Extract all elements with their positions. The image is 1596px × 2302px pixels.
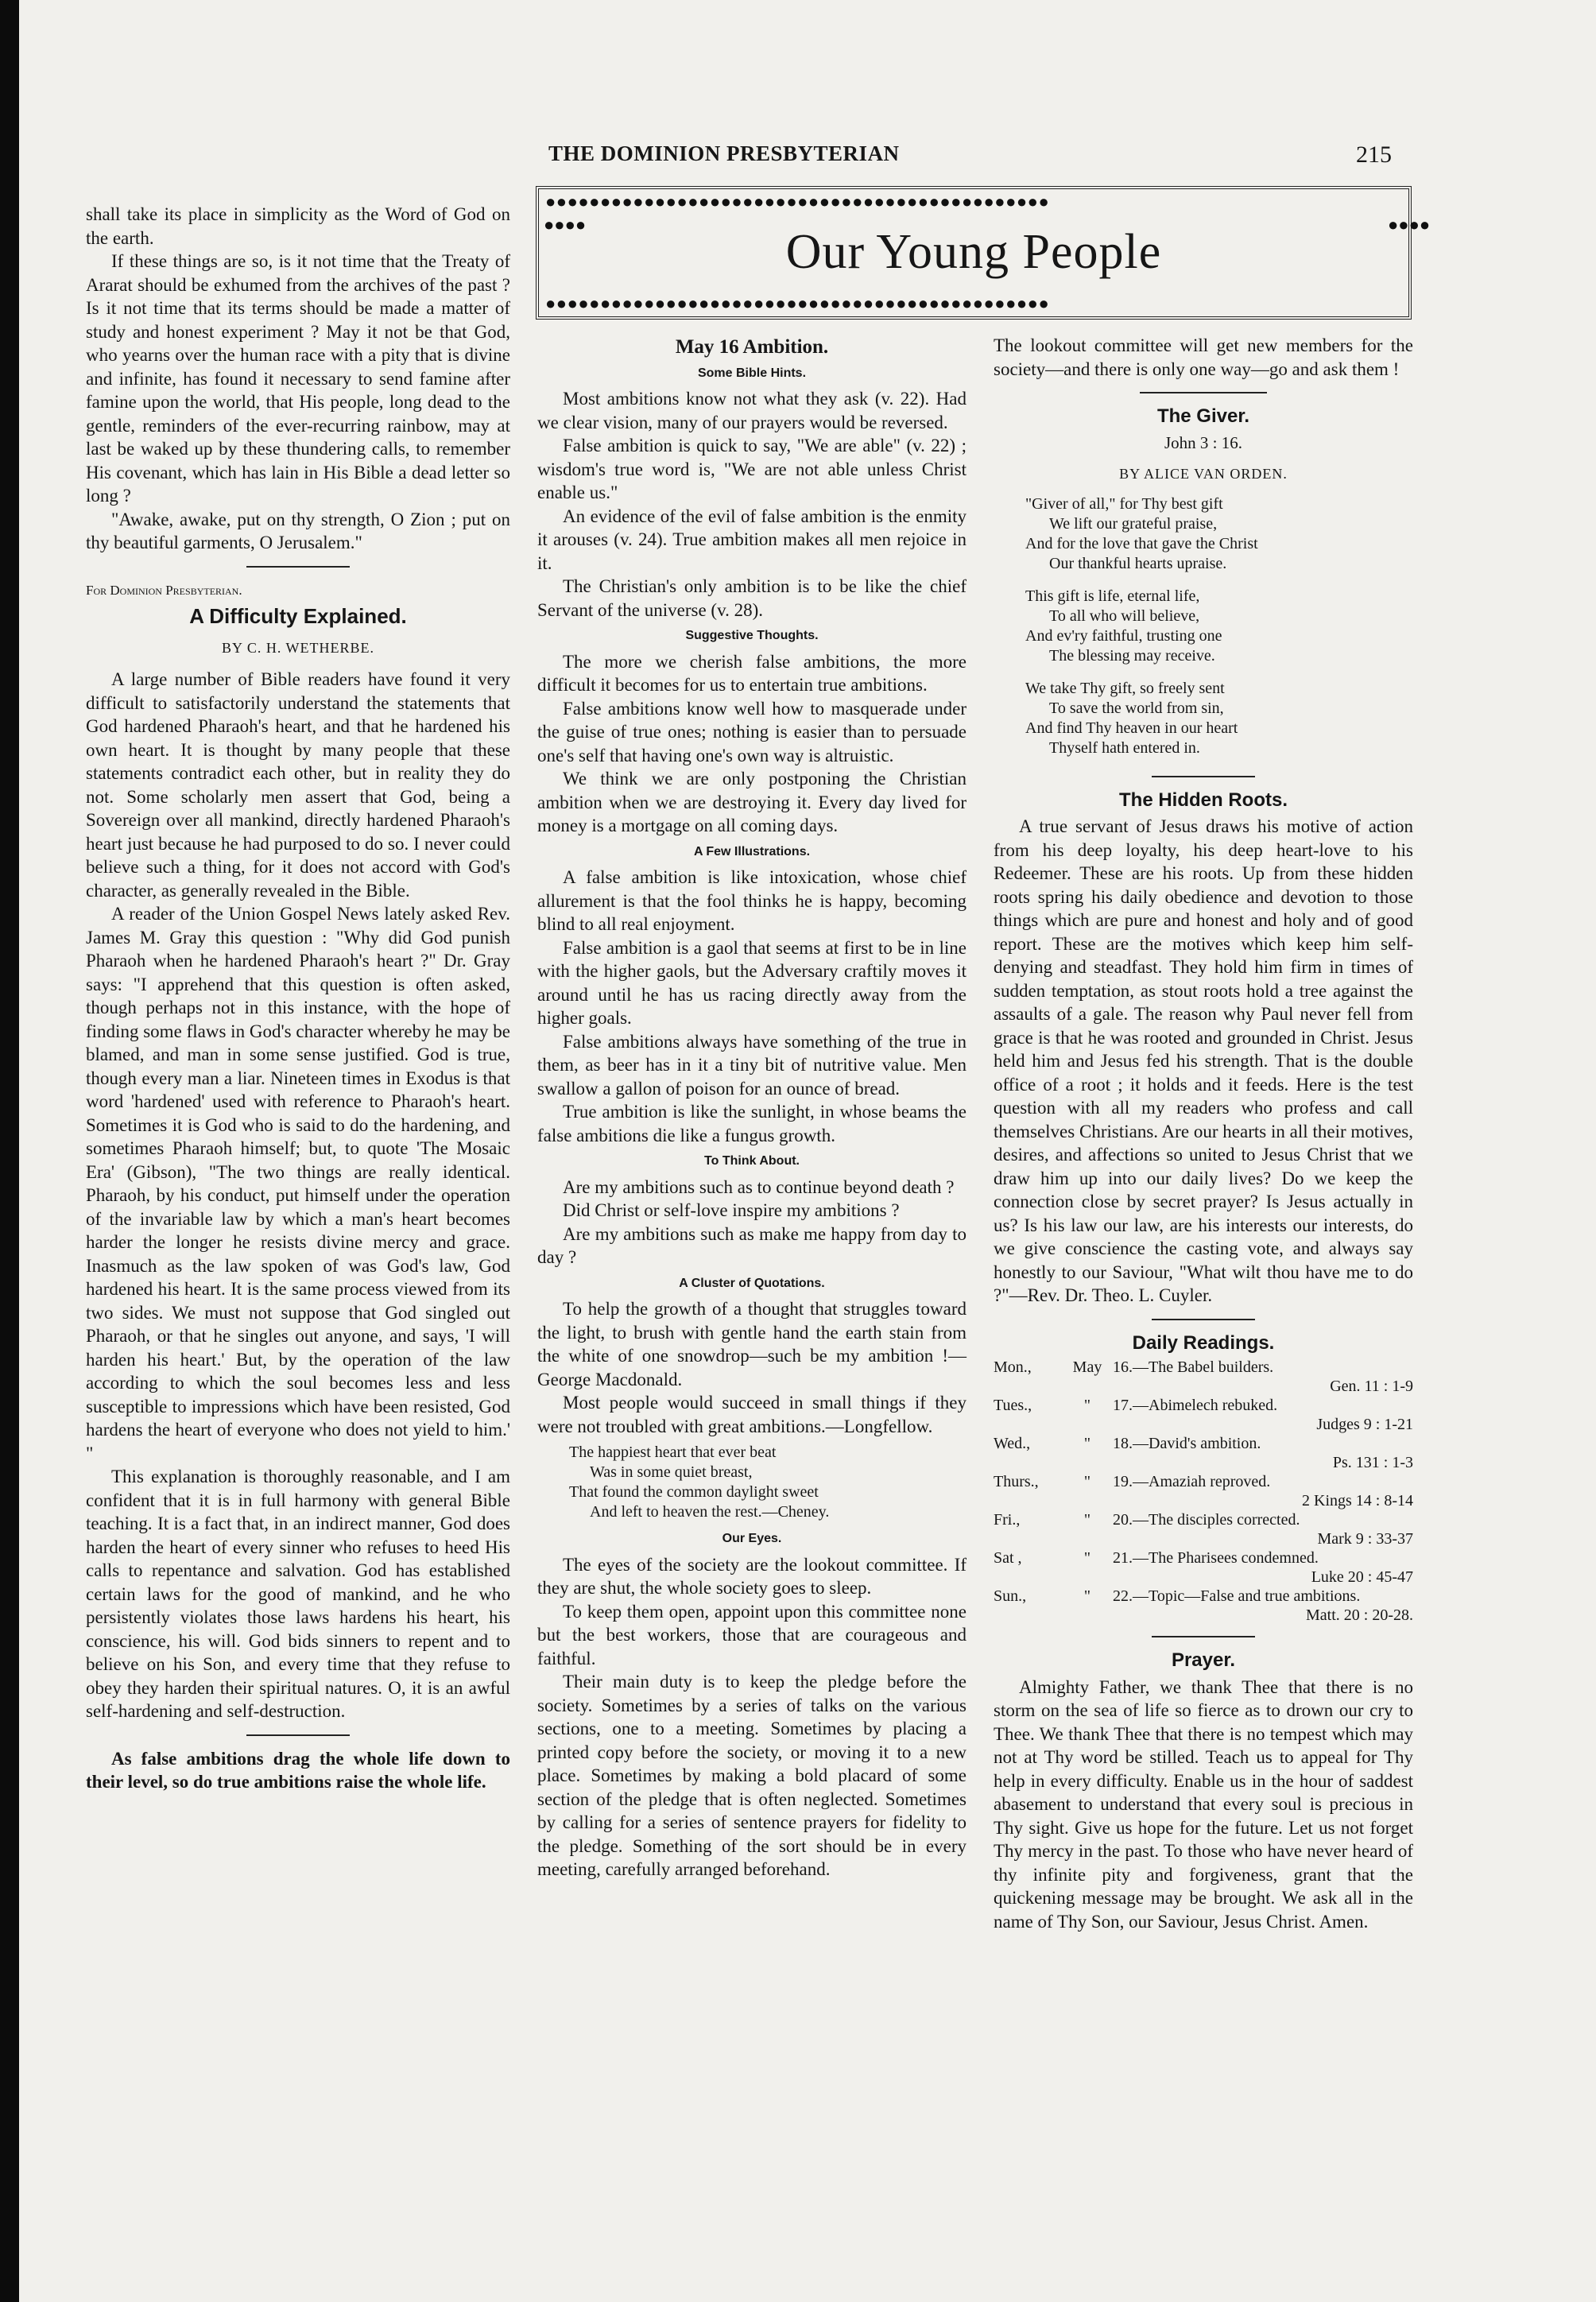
prayer-title: Prayer. xyxy=(1171,1649,1236,1671)
poem-line: We lift our grateful praise, xyxy=(1049,514,1218,533)
reading-ref: Gen. 11 : 1-9 xyxy=(1330,1378,1413,1395)
reading-ref: Ps. 131 : 1-3 xyxy=(1332,1454,1413,1471)
article-title: The Hidden Roots. xyxy=(1119,789,1288,811)
banner-ornament-right: ●●●● xyxy=(1388,215,1431,234)
poem-line: Thyself hath entered in. xyxy=(1049,738,1200,757)
poem xyxy=(1025,494,1413,758)
reading-row xyxy=(994,1472,1413,1491)
paragraph: A false ambition is like intoxication, whose chief allurement is that the fool thinks he is happy, becoming blind to all real enjoyment. xyxy=(537,867,967,934)
subheading: To Think About. xyxy=(704,1154,800,1168)
banner-ornament-left: ●●●● xyxy=(544,215,587,234)
paragraph: A reader of the Union Gospel News lately asked Rev. James M. Gray this question : "Why did God punish Pharaoh when he hardened Pharaoh's heart ?" Dr. Gray says: "I apprehend that this question is often asked, though perhaps not in this instance, with the hope of finding some flaws in God's character whereby he may be blamed, and man in some sense justified. God is true, though every man a liar. Nineteen times in Exodus is that word 'hardened' used with reference to Pharaoh's heart. Sometimes it is God who is said to do the hardening, and sometimes Pharaoh himself; but, to quote 'The Mosaic Era' (Gibson), "The two things are really identical. Pharaoh, by his conduct, put himself under the operation of the invariable law by which a man's heart becomes harder the longer he resists divine mercy and grace. Inasmuch as the law spoken of was God's law, God hardened his heart. It is the same process viewed from its two sides. We must not suppose that God singled out Pharaoh, or that he singles out anyone, and says, 'I will harden his heart.' But, by the operation of the law according to which the soul becomes less and less susceptible to impressions which have been resisted, God hardens the heart of everyone who does not yield to him.' " xyxy=(86,904,510,1463)
byline: BY C. H. WETHERBE. xyxy=(222,639,374,656)
divider xyxy=(1152,776,1255,787)
reading-text: 22.—Topic—False and true ambitions. xyxy=(1113,1587,1361,1605)
reading-row xyxy=(994,1587,1413,1606)
paragraph: The lookout committee will get new members for the society—and there is only one way—go and ask them ! xyxy=(994,335,1413,379)
reading-text: 20.—The disciples corrected. xyxy=(1113,1511,1300,1529)
verse xyxy=(569,1443,967,1522)
paragraph: True ambition is like the sunlight, in whose beams the false ambitions die like a fungus growth. xyxy=(537,1102,967,1145)
reading-mark: " xyxy=(1083,1473,1091,1490)
divider xyxy=(1140,392,1267,403)
stanza xyxy=(1025,587,1413,666)
paragraph: The eyes of the society are the lookout committee. If they are shut, the whole society goes to sleep. xyxy=(537,1554,967,1598)
subheading: A Cluster of Quotations. xyxy=(679,1276,825,1290)
reading-mark: " xyxy=(1083,1511,1091,1529)
reading-ref: Mark 9 : 33-37 xyxy=(1317,1530,1413,1548)
paragraph: An evidence of the evil of false ambition is the enmity it arouses (v. 24). True ambition makes all men rejoice in it. xyxy=(537,506,967,573)
poem-line: To save the world from sin, xyxy=(1049,699,1224,717)
verse-line: That found the common daylight sweet xyxy=(569,1483,819,1501)
reading-ref-row xyxy=(994,1415,1413,1434)
stanza xyxy=(1025,679,1413,758)
reading-mark: " xyxy=(1083,1397,1091,1414)
reading-ref-row xyxy=(994,1491,1413,1510)
paragraph: "Awake, awake, put on thy strength, O Zion ; put on thy beautiful garments, O Jerusalem." xyxy=(86,509,510,552)
banner-title: Our Young People xyxy=(785,225,1162,279)
reading-text: 17.—Abimelech rebuked. xyxy=(1113,1397,1278,1414)
paragraph: The Christian's only ambition is to be like the chief Servant of the universe (v. 28). xyxy=(537,576,967,620)
scripture-ref: John 3 : 16. xyxy=(1164,432,1242,452)
paragraph: A large number of Bible readers have found it very difficult to satisfactorily understand the statements that God hardened Pharaoh's heart, and that he hardened his own heart. It is thought by many people that these statements contradict each other, but in reality they do not. Some scholarly men assert that God, being a Sovereign over all mankind, directly hardened Pharaoh's heart just because he had purposed to do so. I never could believe such a thing, for it does not accord with God's character, as generally revealed in the Bible. xyxy=(86,669,510,901)
subheading: Our Eyes. xyxy=(722,1532,782,1545)
paragraph: Almighty Father, we thank Thee that there is no storm on the sea of life so fierce as to drown our cry to Thee. We thank Thee that there is no tempest which may not at Thy word be stilled. Teach us to appeal for Thy help in every difficulty. Enable us in the hour of saddest abasement to understand that every soul is precious in Thy sight. Give us hope for the future. Let us not forget Thy mercy in the past. To those who have never heard of thy infinite pity and forgiveness, grant that the quickening message may be brought. We ask all in the name of Thy Son, our Saviour, Jesus Christ. Amen. xyxy=(994,1676,1413,1932)
reading-text: 18.—David's ambition. xyxy=(1113,1435,1261,1452)
column-left xyxy=(86,203,510,1794)
subheading: Suggestive Thoughts. xyxy=(685,629,819,642)
reading-row xyxy=(994,1510,1413,1529)
reading-mark: " xyxy=(1083,1587,1091,1605)
reading-text: 16.—The Babel builders. xyxy=(1113,1358,1274,1376)
section-banner xyxy=(536,186,1431,320)
poem-line: And find Thy heaven in our heart xyxy=(1025,719,1238,737)
paragraph: Most people would succeed in small things if they were not troubled with great ambitions.—Longfellow. xyxy=(537,1393,967,1436)
paragraph: Are my ambitions such as make me happy from day to day ? xyxy=(537,1223,967,1267)
reading-day: Mon., xyxy=(994,1358,1032,1376)
verse-line: The happiest heart that ever beat xyxy=(569,1444,777,1461)
divider xyxy=(246,566,350,577)
reading-ref: 2 Kings 14 : 8-14 xyxy=(1302,1492,1413,1509)
reading-day: Sat , xyxy=(994,1549,1022,1567)
verse-line: And left to heaven the rest.—Cheney. xyxy=(590,1503,830,1521)
reading-row xyxy=(994,1358,1413,1377)
verse-line: Was in some quiet breast, xyxy=(590,1463,753,1481)
paragraph: False ambition is quick to say, "We are able" (v. 22) ; wisdom's true word is, "We are not able unless Christ enable us." xyxy=(537,436,967,502)
poem-line: Our thankful hearts upraise. xyxy=(1049,554,1227,572)
reading-day: Wed., xyxy=(994,1435,1031,1452)
topic-title: May 16 Ambition. xyxy=(675,336,829,358)
reading-ref-row xyxy=(994,1377,1413,1396)
poem-line: To all who will believe, xyxy=(1049,607,1200,625)
divider xyxy=(246,1734,350,1746)
reading-text: 19.—Amaziah reproved. xyxy=(1113,1473,1271,1490)
paragraph: Did Christ or self-love inspire my ambitions ? xyxy=(563,1200,900,1220)
paragraph: False ambitions always have something of the true in them, as beer has in it a tiny bit of nutritive value. Men swallow a gallon of poison for an ounce of bread. xyxy=(537,1031,967,1099)
reading-row xyxy=(994,1396,1413,1415)
poem-line: This gift is life, eternal life, xyxy=(1025,587,1200,605)
column-middle xyxy=(537,334,967,1882)
poem-line: The blessing may receive. xyxy=(1049,646,1215,665)
reading-day: Tues., xyxy=(994,1397,1032,1414)
poem-line: "Giver of all," for Thy best gift xyxy=(1025,494,1223,513)
paragraph: The more we cherish false ambitions, the more difficult it becomes for us to entertain true ambitions. xyxy=(537,651,967,695)
reading-ref-row xyxy=(994,1453,1413,1472)
poem-line: And for the love that gave the Christ xyxy=(1025,534,1258,552)
running-head: THE DOMINION PRESBYTERIAN xyxy=(548,141,900,165)
reading-day: Fri., xyxy=(994,1511,1021,1529)
paragraph: If these things are so, is it not time that the Treaty of Ararat should be exhumed from the archives of the past ? Is it not time that its terms should be made a matter of study and honest experiment ? May it not be that God, who yearns over the human race with a pity that is divine and infinite, has found it necessary to send famine after famine upon the world, that His people, long dead to the gentle, reminders of the ever-recurring rainbow, may at last be waked up by these thundering calls, to remember His covenant, which has lain in His Bible a dead letter so long ? xyxy=(86,251,510,506)
divider xyxy=(1152,1319,1255,1330)
reading-ref-row xyxy=(994,1529,1413,1548)
scan-gutter xyxy=(0,0,19,2302)
subheading: Some Bible Hints. xyxy=(697,366,807,380)
reading-ref-row xyxy=(994,1568,1413,1587)
paragraph: False ambition is a gaol that seems at first to be in line with the higher gaols, but the Adversary craftily moves it around until he has us racing directly away from the higher goals. xyxy=(537,937,967,1028)
reading-mark: May xyxy=(1072,1358,1102,1376)
paragraph: This explanation is thoroughly reasonable, and I am confident that it is in full harmony with general Bible teaching. It is a fact that, in an indirect manner, God does harden the heart of every sinner who refuses to heed His calls to repentance and salvation. God has established certain laws for the good of mankind, and he who persistently violates those laws hardens his heart, his conscience, his will. God bids sinners to repent and to believe on his Son, and every time that they refuse to obey they harden their spiritual natures. O, it is an awful self-hardening and self-destruction. xyxy=(86,1467,510,1721)
poem-line: We take Thy gift, so freely sent xyxy=(1025,679,1225,697)
paragraph: As false ambitions drag the whole life down to their level, so do true ambitions raise the whole life. xyxy=(86,1748,510,1792)
reading-ref: Luke 20 : 45-47 xyxy=(1311,1568,1413,1586)
paragraph: Most ambitions know not what they ask (v. 22). Had we clear vision, many of our prayers would be reversed. xyxy=(537,389,967,432)
article-title: A Difficulty Explained. xyxy=(189,604,407,628)
subheading: A Few Illustrations. xyxy=(693,844,811,858)
paragraph: To keep them open, appoint upon this committee none but the best workers, those that are courageous and faithful. xyxy=(537,1601,967,1668)
stanza xyxy=(1025,494,1413,574)
reading-mark: " xyxy=(1083,1549,1091,1567)
reading-day: Thurs., xyxy=(994,1473,1039,1490)
column-right xyxy=(994,334,1413,1933)
byline: BY ALICE VAN ORDEN. xyxy=(1119,466,1288,482)
poem-title: The Giver. xyxy=(1156,405,1250,427)
banner-ornament-bottom: ●●●●●●●●●●●●●●●●●●●●●●●●●●●●●●●●●●●●●●●●●●●●●● xyxy=(545,296,1050,312)
paragraph: Their main duty is to keep the pledge before the society. Sometimes by a series of talks on the various sections, one to a meeting. Sometimes by placing a printed copy before the society, or moving it to a new place. Sometimes by making a bold placard of some section of the pledge that is often neglected. Sometimes by calling for a series of sentence prayers for fidelity to the pledge. Something of the sort should be in every meeting, carefully arranged beforehand. xyxy=(537,1672,967,1879)
paragraph: A true servant of Jesus draws his motive of action from his deep loyalty, his deep heart-love to his Redeemer. These are his roots. Up from these hidden roots spring his daily obedience and devotion to those things which are pure and honest and holy and of good report. These are the motives which keep him self-denying and steadfast. They hold him firm in times of sudden temptation, as stout roots hold a tree against the assaults of a gale. The reason why Paul never fell from grace is that he was rooted and grounded in Christ. Jesus held him and Jesus fed his strength. That is the double office of a root ; it holds and it feeds. Here is the test question with all my readers who profess and call themselves Christians. Are our hearts in all their motives, desires, and affections so united to Jesus Christ that we draw him up into our daily lives? Do we keep the connection close by secret prayer? Is Jesus actually in us? Is his law our law, are his interests our interests, do we give conscience the casting vote, and always say honestly to our Saviour, "What wilt thou have me to do ?"—Rev. Dr. Theo. L. Cuyler. xyxy=(994,816,1413,1305)
reading-ref: Judges 9 : 1-21 xyxy=(1316,1416,1413,1433)
paragraph: Are my ambitions such as to continue beyond death ? xyxy=(563,1176,955,1197)
reading-day: Sun., xyxy=(994,1587,1027,1605)
paragraph: shall take its place in simplicity as the Word of God on the earth. xyxy=(86,204,510,248)
readings-title: Daily Readings. xyxy=(1132,1331,1275,1354)
reading-ref: Matt. 20 : 20-28. xyxy=(1306,1606,1413,1624)
for-line: For Dominion Presbyterian. xyxy=(86,582,242,598)
poem-line: And ev'ry faithful, trusting one xyxy=(1025,626,1222,645)
paragraph: False ambitions know well how to masquerade under the guise of true ones; nothing is easier than to persuade one's self that having one's own way is altruistic. xyxy=(537,698,967,765)
readings-table xyxy=(994,1358,1413,1625)
page-number: 215 xyxy=(1356,141,1392,168)
paragraph: To help the growth of a thought that struggles toward the light, to brush with gentle hand the earth stain from the white of one snowdrop—such be my ambition !—George Macdonald. xyxy=(537,1299,967,1389)
reading-row xyxy=(994,1434,1413,1453)
reading-text: 21.—The Pharisees condemned. xyxy=(1113,1549,1319,1567)
reading-ref-row xyxy=(994,1606,1413,1625)
banner-ornament-top: ●●●●●●●●●●●●●●●●●●●●●●●●●●●●●●●●●●●●●●●●●●●●●● xyxy=(545,194,1050,210)
paragraph: We think we are only postponing the Christian ambition when we are destroying it. Every day lived for money is a mortgage on all coming days. xyxy=(537,769,967,835)
reading-row xyxy=(994,1548,1413,1568)
reading-mark: " xyxy=(1083,1435,1091,1452)
divider xyxy=(1152,1636,1255,1647)
